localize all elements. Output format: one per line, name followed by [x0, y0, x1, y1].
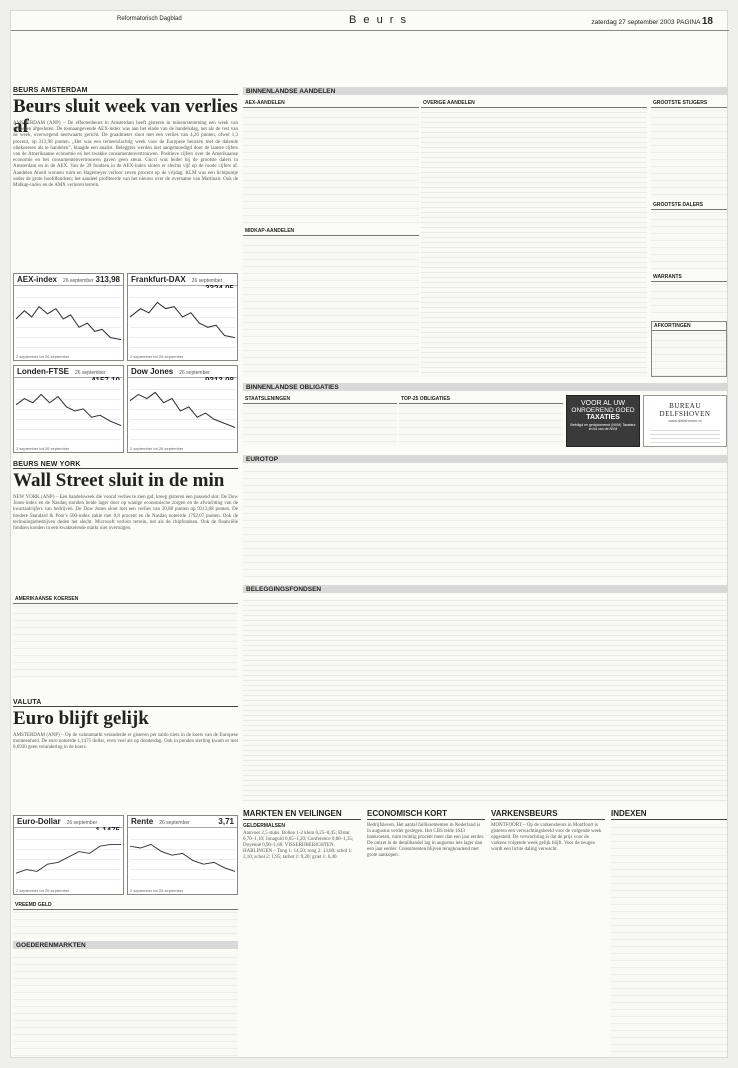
table-aex-aandelen — [243, 99, 419, 224]
table-title: WARRANTS — [651, 273, 727, 282]
table-midkap-aandelen — [243, 227, 419, 377]
table-title: GROOTSTE DALERS — [651, 201, 727, 210]
kicker-newyork: BEURS NEW YORK — [13, 461, 238, 469]
chart-title — [128, 366, 237, 378]
heading-varkensbeurs: VARKENSBEURS — [491, 809, 605, 820]
table-title: MIDKAP-AANDELEN — [243, 227, 419, 236]
newspaper-page — [10, 10, 728, 1058]
chart-line — [130, 288, 235, 350]
chart-date: 26 september — [179, 370, 210, 376]
page-label: PAGINA — [676, 19, 701, 26]
table-title: VREEMD GELD — [13, 901, 238, 910]
chart-date: 26 september — [75, 370, 106, 376]
table-grootste-stijgers — [651, 99, 727, 199]
subheading-geldermalsen: GELDERMALSEN — [243, 823, 285, 829]
table-overige-aandelen — [421, 99, 647, 377]
section-bar-eurotop: EUROTOP — [243, 455, 727, 463]
text-markten: Aanvoer 2,5 stuks. Bollen 1-2 klein 0,25–0,45; Elstar 0,70–1,10; Jonagold 0,65–1,20; Conference 0,80–1,35; Doyenné 0,90–1,60. VISSERIJBERICHTEN. HARLINGEN – Tong 1: 14,50; tong 2: 13,80; schol 1: 2,10; schol 2: 1,95; tarbot 1: 9,20; griet 1: 6,40. — [243, 831, 354, 860]
ad-small: Beëdigd en gediplomeerd (NVM) Taxateur en lid van de NVM — [570, 423, 636, 431]
article-newyork: NEW YORK (ANP) – Een handelsweek die vooral verlies te zien gaf, kreeg gisteren een passend slot. De Dow Jones-index en de Nasdaq stonden beide lager door op wanige economische zorgen en de afwachting van de kwartaalcijfers van bedrijven. De Dow Jones sloot met een verlies van 30,88 punten op 9313,08 punten. De bredere Standard & Poor's 500-index zakte met 0,8 procent en de Nasdaq noteerde 1792,07 punten. Ook de technologiebedrijven deden het slecht. Microsoft verloor terrein, net als de chipfondsen. Ook de financiële fondsen konden in een kwakkelende markt niet overtuigen. — [13, 495, 238, 532]
kicker-valuta: VALUTA — [13, 699, 238, 707]
table-title: TOP-25 OBLIGATIES — [399, 395, 563, 404]
chart-title — [14, 816, 123, 828]
chart-name: Rente — [131, 817, 154, 826]
ad-url: www.delfshoven.nl — [668, 418, 702, 423]
table-top25-obligaties — [399, 395, 563, 445]
table-vreemd-geld — [13, 901, 238, 937]
ad-name: BUREAU DELFSHOVEN — [659, 402, 711, 418]
page-header — [11, 11, 729, 31]
section-bar-beleggingsfondsen: BELEGGINGSFONDSEN — [243, 585, 727, 593]
chart-title — [14, 366, 123, 378]
chart-plot — [130, 830, 235, 884]
chart-date: 26 september — [66, 820, 98, 826]
text-economisch-kort: Bedrijfsleven. Het aantal faillissementen in Nederland is in augustus verder gestegen. Het CBS telde 1643 bankroeten, ruim twintig procent meer dan een jaar eerder. De omzet in de detailhandel lag in augustus iets lager dan een jaar eerder. Consumenten blijven terughoudend met grote aankopen. — [367, 823, 485, 858]
chart-plot — [16, 830, 121, 884]
chart-line — [16, 380, 121, 442]
chart-name: Frankfurt-DAX — [131, 275, 186, 284]
ad-line2: ONROEREND GOED — [571, 407, 635, 414]
chart-name: AEX-index — [17, 275, 58, 284]
heading-economisch-kort: ECONOMISCH KORT — [367, 809, 485, 820]
table-title: AEX-AANDELEN — [243, 99, 419, 108]
chart-rente — [127, 815, 238, 895]
ad-taxaties — [566, 395, 640, 447]
chart-title — [128, 274, 237, 286]
date-text: zaterdag 27 september 2003 — [591, 19, 675, 26]
chart-line — [130, 380, 235, 442]
page-number: 18 — [701, 16, 713, 27]
chart-plot — [16, 288, 121, 350]
table-amerikaanse-koersen — [13, 595, 238, 679]
chart-name: Londen-FTSE — [17, 367, 69, 376]
table-indexen — [611, 823, 727, 1057]
chart-aex — [13, 273, 124, 361]
heading-markten: MARKTEN EN VEILINGEN — [243, 809, 361, 820]
headline-amsterdam: Beurs sluit week van verlies af — [13, 96, 238, 137]
chart-value: 3,71 — [218, 817, 234, 826]
chart-plot — [130, 288, 235, 350]
chart-date: 26 september — [63, 278, 94, 284]
chart-footer: 2 september tot 26 september — [16, 354, 70, 359]
chart-footer: 2 september tot 26 september — [16, 888, 70, 893]
table-eurotop — [243, 467, 727, 579]
box-afkortingen — [651, 321, 727, 377]
ad-line1: VOOR AL UW — [580, 400, 626, 407]
table-title: OVERIGE AANDELEN — [421, 99, 647, 108]
chart-plot — [130, 380, 235, 442]
article-amsterdam: AMSTERDAM (ANP) – De effectenbeurs in Amsterdam heeft gisteren in mineurstemming een week van verliezen afgesloten. De toonaangevende AEX-index was aan het einde van de handelsdag, net als de rest van de week, overwegend neerwaarts gericht. De graadmeter sloot met een verlies van 4,26 punten, ofwel 1,3 procent, op 313,98 punten. „Het was een terneerslachtig week voor de Europese beurzen met de dalende oliekoersen als te handelen”, klaagde een analist. Beleggers werden niet aangemoedigd door de laatste cijfers van de Amerikaanse economie en het zwakke consumentenvertrouwen. Positieve cijfers over de Amerikaanse economie en het consumentenvertrouwen gaven geen steun. Gucci was leider bij de grootste dalers in Amsterdam en in de AEX. Van de 39 fondsen in de AEX-index sloten er slechts vijf op de roode cijfers af. Aandelen Ahold wonnen ruim en Hagemeyer verloor zeven procent op de vrijdag. KLM was een lichtpuntje onder de grote hoofdfondsen; het aandeel profiteerde van het nieuws over de overname van Martinair. Ook de Midkap-index en de AMX verloren terrein. — [13, 121, 238, 189]
page-date — [591, 16, 713, 27]
kicker-amsterdam: BEURS AMSTERDAM — [13, 87, 238, 95]
chart-line — [16, 288, 121, 350]
ad-address — [650, 427, 720, 445]
chart-ftse — [13, 365, 124, 453]
chart-footer: 2 september tot 26 september — [130, 446, 184, 451]
heading-indexen: INDEXEN — [611, 809, 727, 820]
section-bar-aandelen: BINNENLANDSE AANDELEN — [243, 87, 727, 95]
headline-valuta: Euro blijft gelijk — [13, 708, 149, 729]
ad-delfshoven — [643, 395, 727, 447]
chart-title — [128, 816, 237, 828]
chart-name: Dow Jones — [131, 367, 174, 376]
chart-line — [16, 830, 121, 884]
chart-title — [14, 274, 123, 286]
headline-newyork: Wall Street sluit in de min — [13, 470, 225, 491]
section-name: B e u r s — [349, 14, 408, 26]
chart-date: 26 september — [159, 820, 190, 826]
table-title: STAATSLENINGEN — [243, 395, 397, 404]
chart-footer: 2 september tot 26 september — [130, 354, 184, 359]
table-warrants — [651, 273, 727, 319]
text-varkensbeurs: MONTFOORT – Op de varkensbeurs in Montfoort is gisteren een verwachtingsbeeld voor de volgende week opgesteld. De verwachting is dat de prijs voor de varkens volgende week gelijk blijft. Voor de zeugen wordt een lichte daling verwacht. — [491, 823, 602, 852]
chart-value: 313,98 — [95, 275, 120, 284]
publication-name: Reformatorisch Dagblad — [117, 16, 182, 22]
table-beleggingsfondsen — [243, 597, 727, 803]
chart-footer: 2 september tot 26 september — [130, 888, 184, 893]
section-bar-obligaties: BINNENLANDSE OBLIGATIES — [243, 383, 727, 391]
table-title: GROOTSTE STIJGERS — [651, 99, 727, 108]
table-grootste-dalers — [651, 201, 727, 271]
table-title: AMERIKAANSE KOERSEN — [13, 595, 238, 604]
ad-line3: TAXATIES — [586, 414, 620, 421]
article-valuta: AMSTERDAM (ANP) – Op de valutamarkt veranderde er gisteren per saldo niets in de koers van de Europese munteenheid. De euro noteerde 1,1475 dollar, even veel als op donderdag. Ook in ponden sterling kwam er met 0,6930 geen verandering in de koers. — [13, 733, 238, 751]
table-staatsleningen — [243, 395, 397, 445]
chart-date: 26 september — [191, 278, 223, 284]
chart-name: Euro-Dollar — [17, 817, 61, 826]
table-goederenmarkten — [13, 953, 238, 1057]
chart-line — [130, 830, 235, 884]
chart-dax — [127, 273, 238, 361]
chart-footer: 2 september tot 26 september — [16, 446, 70, 451]
goederenmarkten-bar: GOEDERENMARKTEN — [13, 941, 238, 949]
chart-dowjones — [127, 365, 238, 453]
chart-plot — [16, 380, 121, 442]
table-title: AFKORTINGEN — [652, 322, 726, 331]
chart-eurodollar — [13, 815, 124, 895]
